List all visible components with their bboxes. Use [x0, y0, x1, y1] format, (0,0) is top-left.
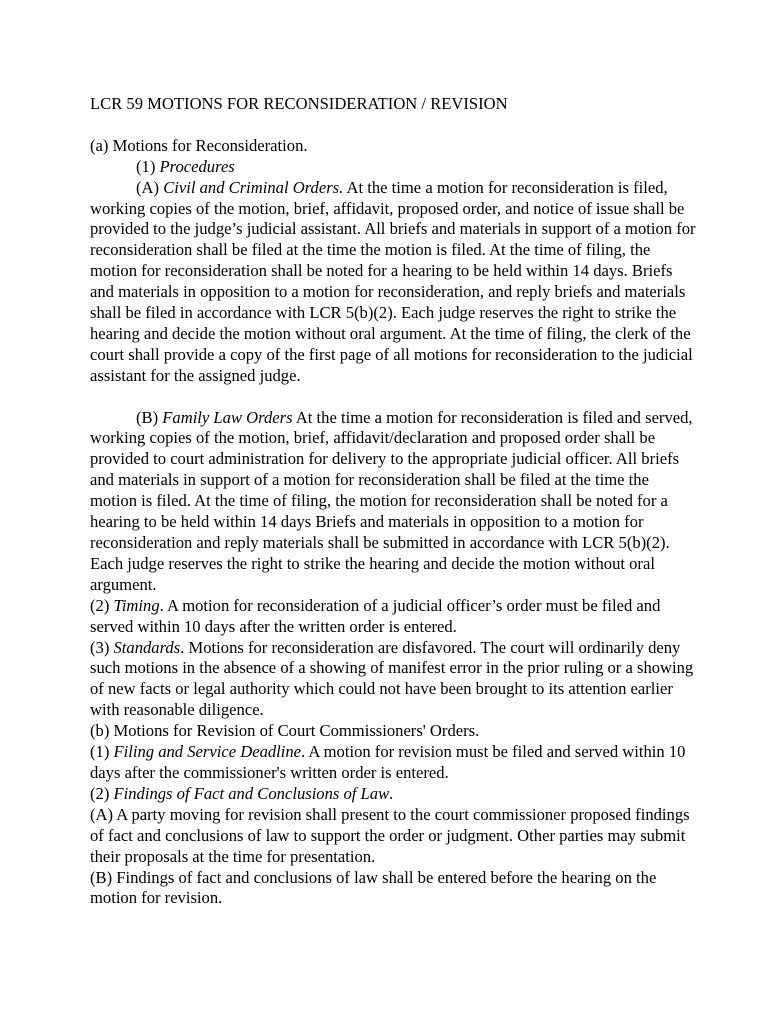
timing-text: . A motion for reconsideration of a judicial officer’s order must be filed and served within 10 days after the written order is entered.: [90, 595, 661, 636]
document-body: [90, 94, 700, 909]
family-text: At the time a motion for reconsideration is filed and served, working copies of the motion, brief, affidavit/declaration and proposed order shall be provided to court administration for delivery to the appropriate judicial officer. All briefs and materials in support of a motion for reconsideration shall be filed at the time the motion is filed. At the time of filing, the motion for reconsideration shall be noted for a hearing to be held within 14 days Briefs and materials in opposition to a motion for reconsideration and reply materials shall be submitted in accordance with LCR 5(b)(2). Each judge reserves the right to strike the hearing and decide the motion without oral argument.: [90, 407, 693, 594]
timing-label: Timing: [113, 595, 160, 615]
section-b-heading: (b) Motions for Revision of Court Commissioners' Orders.: [90, 721, 480, 741]
standards-paragraph: [90, 638, 700, 722]
family-law-orders-paragraph: [90, 408, 700, 596]
civil-text: At the time a motion for reconsideration is filed, working copies of the motion, brief, affidavit, proposed order, and notice of issue shall be provided to the judge’s judicial assistant. All briefs and materials in support of a motion for reconsideration shall be filed at the time the motion is filed. At the time of filing, the motion for reconsideration shall be noted for a hearing to be held within 14 days. Briefs and materials in opposition to a motion for reconsideration, and reply briefs and materials shall be filed in accordance with LCR 5(b)(2). Each judge reserves the right to strike the hearing and decide the motion without oral argument. At the time of filing, the clerk of the court shall provide a copy of the first page of all motions for reconsideration to the judicial assistant for the assigned judge.: [90, 177, 696, 385]
spacer: [90, 115, 700, 136]
findings-prefix: (2): [90, 783, 114, 803]
filing-text: . A motion for revision must be filed and served within 10 days after the commissioner's written order is entered.: [90, 742, 686, 782]
section-a-heading: (a) Motions for Reconsideration.: [90, 135, 308, 155]
findings-item-a: (A) A party moving for revision shall present to the court commissioner proposed findings of fact and conclusions of law to support the order or judgment. Other parties may submit their proposals at the time for presentation.: [90, 804, 690, 866]
standards-prefix: (3): [90, 637, 114, 657]
family-prefix: (B): [136, 407, 163, 427]
procedures-number: (1): [136, 156, 160, 176]
civil-criminal-orders-paragraph: [90, 178, 700, 387]
standards-text: . Motions for reconsideration are disfavored. The court will ordinarily deny such motions in the absence of a showing of manifest error in the prior ruling or a showing of new facts or legal authority which could not have been brought to its attention earlier with reasonable diligence.: [90, 637, 694, 720]
spacer: [90, 387, 700, 408]
timing-prefix: (2): [90, 595, 114, 615]
filing-prefix: (1): [90, 742, 114, 762]
procedures-heading: [90, 157, 700, 178]
standards-label: Standards: [113, 637, 181, 657]
findings-heading: [90, 784, 700, 805]
findings-text: .: [389, 783, 394, 803]
procedures-title: Procedures: [159, 156, 235, 176]
civil-prefix: (A): [136, 177, 164, 197]
civil-label: Civil and Criminal Orders.: [163, 177, 344, 197]
findings-item-b: (B) Findings of fact and conclusions of law shall be entered before the hearing on the motion for revision.: [90, 867, 657, 908]
filing-label: Filing and Service Deadline: [113, 742, 302, 762]
filing-deadline-paragraph: [90, 742, 700, 784]
family-label: Family Law Orders: [162, 407, 293, 427]
page-title: LCR 59 MOTIONS FOR RECONSIDERATION / REVISION: [90, 94, 508, 113]
timing-paragraph: [90, 596, 700, 638]
findings-label: Findings of Fact and Conclusions of Law: [113, 783, 390, 803]
